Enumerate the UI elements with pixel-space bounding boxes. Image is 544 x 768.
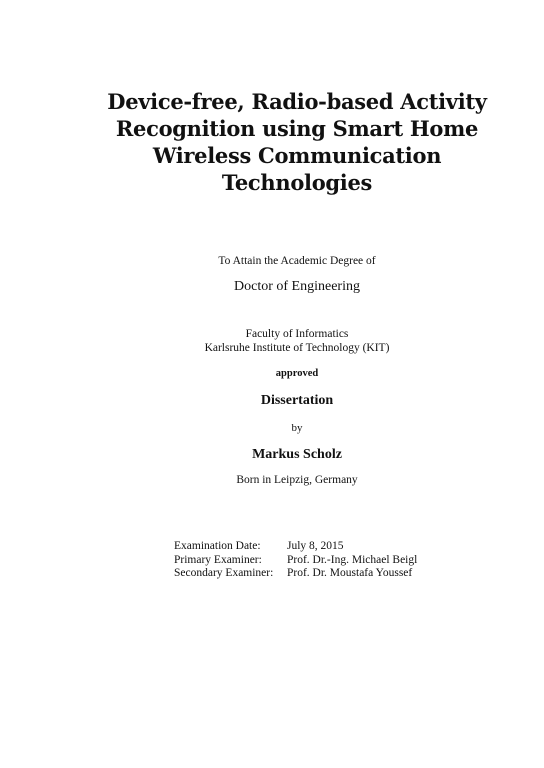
faculty: Faculty of Informatics	[245, 328, 349, 340]
faculty-block	[98, 327, 496, 355]
exam-value: July 8, 2015	[287, 540, 344, 552]
exam-row-date	[174, 540, 417, 554]
exam-label: Examination Date:	[174, 540, 261, 552]
title-line: Technologies	[221, 170, 373, 195]
by-label: by	[291, 422, 303, 434]
exam-row-secondary	[174, 567, 417, 581]
institute: Karlsruhe Institute of Technology (KIT)	[204, 342, 390, 354]
approved-label: approved	[275, 368, 319, 379]
title-line: Device-free, Radio-based Activity	[107, 89, 487, 114]
document-type: Dissertation	[260, 393, 334, 408]
attain-text: To Attain the Academic Degree of	[218, 255, 376, 267]
exam-value: Prof. Dr. Moustafa Youssef	[287, 567, 413, 579]
exam-row-primary	[174, 554, 417, 568]
exam-label: Secondary Examiner:	[174, 567, 274, 579]
author-name: Markus Scholz	[252, 447, 342, 462]
exam-label: Primary Examiner:	[174, 553, 262, 566]
exam-value: Prof. Dr.-Ing. Michael Beigl	[287, 553, 418, 566]
degree: Doctor of Engineering	[234, 279, 360, 294]
birthplace: Born in Leipzig, Germany	[236, 474, 358, 486]
title-line: Recognition using Smart Home	[115, 116, 479, 141]
title-line: Wireless Communication	[152, 143, 442, 168]
examination-info	[174, 540, 417, 581]
thesis-title	[98, 88, 496, 196]
